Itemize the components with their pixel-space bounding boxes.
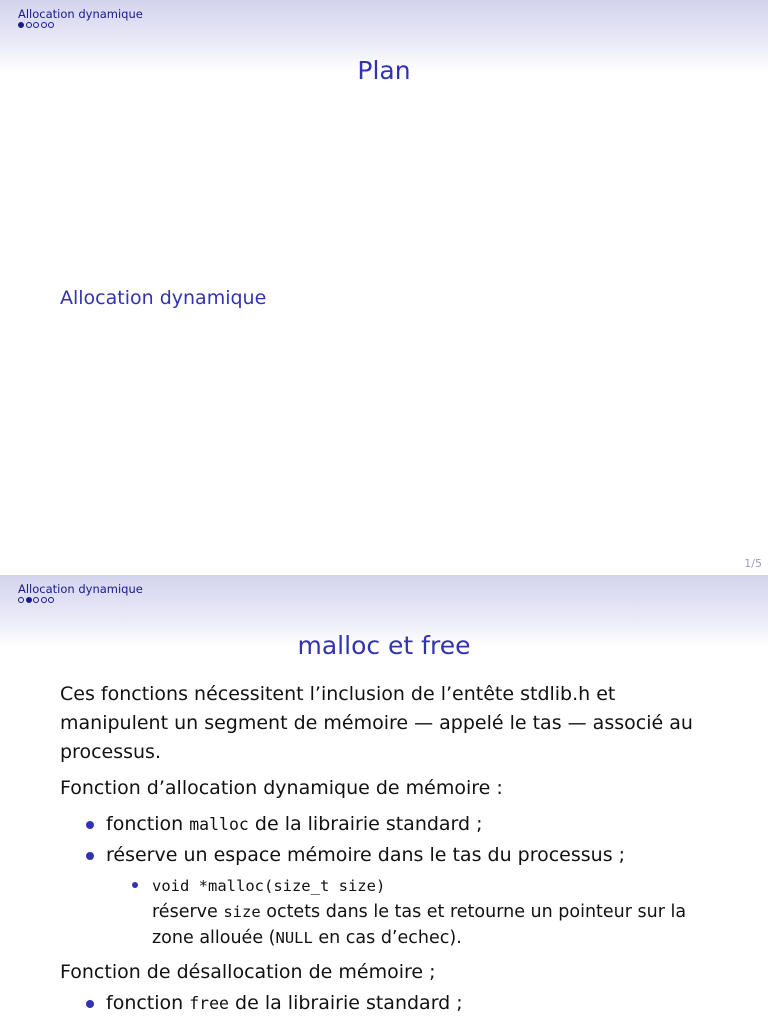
nav-dot[interactable] bbox=[18, 22, 24, 28]
slide-body bbox=[60, 680, 720, 1018]
nav-dot[interactable] bbox=[48, 597, 54, 603]
intro-paragraph bbox=[60, 680, 720, 767]
item-text: de la librairie standard ; bbox=[229, 992, 463, 1014]
slide-title: Plan bbox=[357, 56, 411, 85]
nav-dot[interactable] bbox=[41, 597, 47, 603]
sub-list-item bbox=[60, 873, 720, 951]
malloc-description bbox=[152, 899, 720, 925]
desc-text: octets dans le tas et retourne un pointeur sur la bbox=[260, 902, 687, 922]
code-size: size bbox=[223, 903, 261, 921]
nav-dot[interactable] bbox=[33, 597, 39, 603]
malloc-signature: void *malloc(size_t size) bbox=[152, 877, 386, 895]
desc-text: en cas d’echec). bbox=[312, 928, 462, 948]
intro-line: processus. bbox=[60, 741, 161, 763]
code-null: NULL bbox=[275, 929, 313, 947]
alloc-list bbox=[60, 810, 720, 951]
intro-line: manipulent un segment de mémoire — appelé le tas — associé au bbox=[60, 712, 693, 734]
nav-dot[interactable] bbox=[18, 597, 24, 603]
page-number: 1/5 bbox=[744, 557, 762, 570]
item-text: fonction bbox=[106, 992, 190, 1014]
intro-line: Ces fonctions nécessitent l’inclusion de l’entête stdlib.h et bbox=[60, 683, 616, 705]
desc-text: zone allouée ( bbox=[152, 928, 276, 948]
alloc-heading: Fonction d’allocation dynamique de mémoire : bbox=[60, 777, 503, 799]
slide-title: malloc et free bbox=[297, 631, 471, 660]
slide-malloc-free bbox=[0, 575, 768, 1024]
list-item bbox=[60, 841, 720, 870]
item-text: réserve un espace mémoire dans le tas du processus ; bbox=[106, 844, 626, 866]
nav-dot[interactable] bbox=[41, 22, 47, 28]
toc-item-allocation[interactable]: Allocation dynamique bbox=[60, 287, 267, 309]
list-item bbox=[60, 810, 720, 839]
free-heading: Fonction de désallocation de mémoire ; bbox=[60, 961, 436, 983]
section-link[interactable]: Allocation dynamique bbox=[18, 7, 143, 21]
nav-dot[interactable] bbox=[48, 22, 54, 28]
nav-dot[interactable] bbox=[33, 22, 39, 28]
list-item bbox=[60, 989, 720, 1018]
item-text: fonction bbox=[106, 813, 190, 835]
code-free: free bbox=[189, 994, 229, 1013]
desc-text: réserve bbox=[152, 902, 224, 922]
malloc-description bbox=[152, 925, 720, 951]
item-text: de la librairie standard ; bbox=[248, 813, 483, 835]
code-malloc: malloc bbox=[189, 815, 249, 834]
frame-nav-dots bbox=[18, 22, 54, 28]
section-link[interactable]: Allocation dynamique bbox=[18, 582, 143, 596]
frame-nav-dots bbox=[18, 597, 54, 603]
nav-dot[interactable] bbox=[26, 597, 32, 603]
free-list bbox=[60, 989, 720, 1018]
nav-dot[interactable] bbox=[26, 22, 32, 28]
